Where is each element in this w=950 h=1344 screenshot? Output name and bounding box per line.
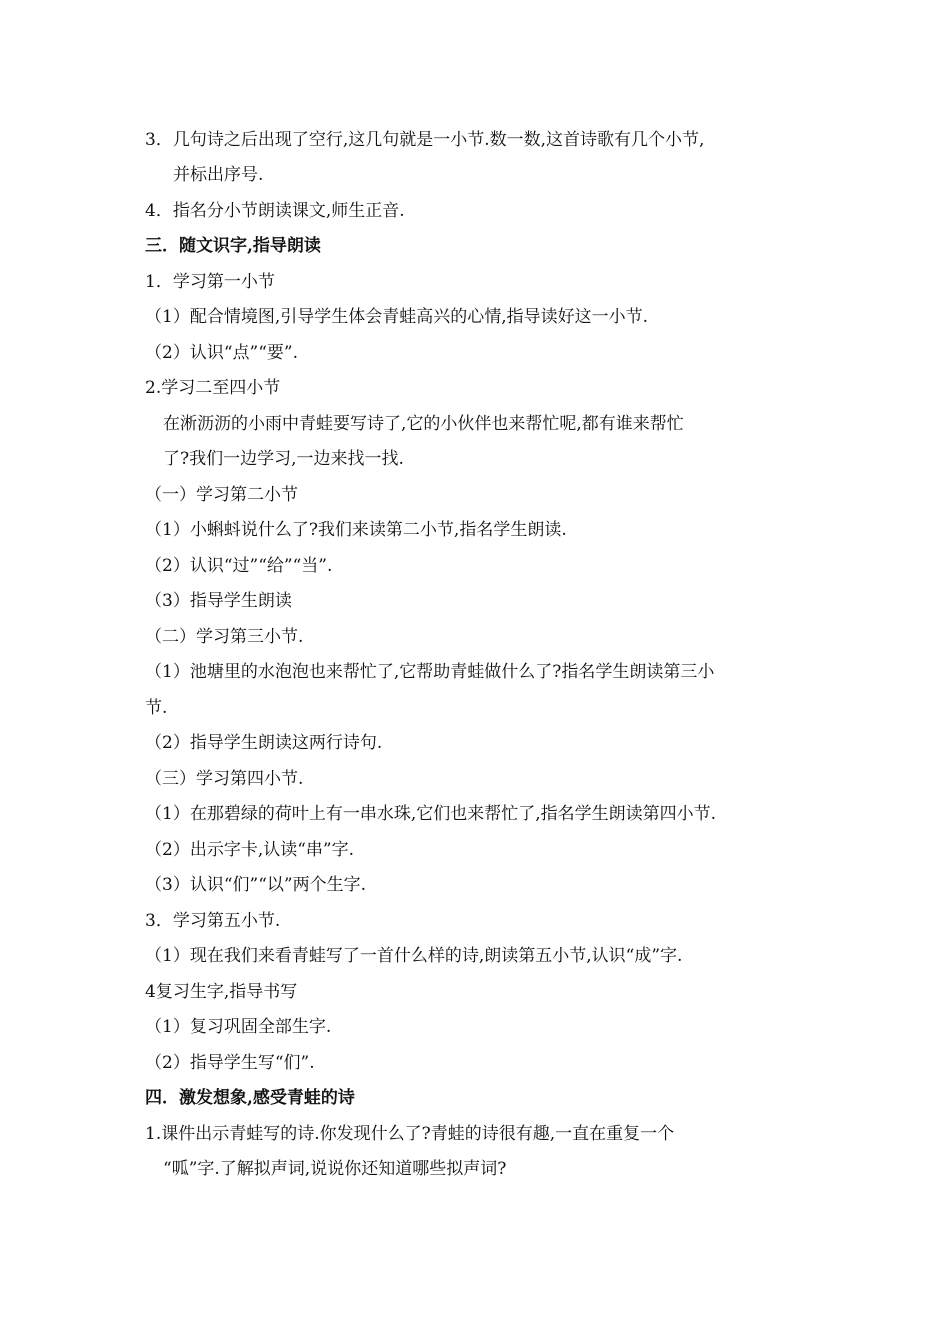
list-item-continuation: 节. bbox=[145, 698, 168, 718]
list-item: （1）现在我们来看青蛙写了一首什么样的诗,朗读第五小节,认识“成”字. bbox=[145, 946, 683, 966]
subsection-4-title: 4复习生字,指导书写 bbox=[145, 982, 298, 1002]
list-item: （2）指导学生朗读这两行诗句. bbox=[145, 733, 383, 753]
section-3-heading: 三．随文识字,指导朗读 bbox=[145, 236, 321, 256]
list-item: （2）出示字卡,认读“串”字. bbox=[145, 840, 355, 860]
list-item: （2）认识“过”“给”“当”. bbox=[145, 556, 333, 576]
intro-paragraph: 在淅沥沥的小雨中青蛙要写诗了,它的小伙伴也来帮忙呢,都有谁来帮忙 bbox=[163, 414, 684, 434]
subsection-1-title: 1．学习第一小节 bbox=[145, 272, 275, 292]
list-item: （1）在那碧绿的荷叶上有一串水珠,它们也来帮忙了,指名学生朗读第四小节. bbox=[145, 804, 717, 824]
step-4-paragraph: 4．指名分小节朗读课文,师生正音. bbox=[145, 201, 405, 221]
list-item: （1）小蝌蚪说什么了?我们来读第二小节,指名学生朗读. bbox=[145, 520, 567, 540]
list-item: （3）指导学生朗读 bbox=[145, 591, 292, 611]
step-3-paragraph: 3．几句诗之后出现了空行,这几句就是一小节.数一数,这首诗歌有几个小节, bbox=[145, 130, 705, 150]
section-4-heading: 四．激发想象,感受青蛙的诗 bbox=[145, 1088, 355, 1108]
list-item: （1）配合情境图,引导学生体会青蛙高兴的心情,指导读好这一小节. bbox=[145, 307, 649, 327]
step-3-continuation: 并标出序号. bbox=[173, 165, 264, 185]
section-4-paragraph-continuation: “呱”字.了解拟声词,说说你还知道哪些拟声词? bbox=[163, 1159, 507, 1179]
part-3-title: （三）学习第四小节. bbox=[145, 769, 304, 789]
list-item: （2）认识“点”“要”. bbox=[145, 343, 298, 363]
list-item: （3）认识“们”“以”两个生字. bbox=[145, 875, 366, 895]
section-4-paragraph: 1.课件出示青蛙写的诗.你发现什么了?青蛙的诗很有趣,一直在重复一个 bbox=[145, 1124, 675, 1144]
intro-paragraph-continuation: 了?我们一边学习,一边来找一找. bbox=[163, 449, 404, 469]
subsection-2-title: 2.学习二至四小节 bbox=[145, 378, 281, 398]
subsection-3-title: 3．学习第五小节. bbox=[145, 911, 281, 931]
list-item: （2）指导学生写“们”. bbox=[145, 1053, 315, 1073]
list-item: （1）池塘里的水泡泡也来帮忙了,它帮助青蛙做什么了?指名学生朗读第三小 bbox=[145, 662, 715, 682]
part-2-title: （二）学习第三小节. bbox=[145, 627, 304, 647]
part-1-title: （一）学习第二小节 bbox=[145, 485, 298, 505]
list-item: （1）复习巩固全部生字. bbox=[145, 1017, 332, 1037]
